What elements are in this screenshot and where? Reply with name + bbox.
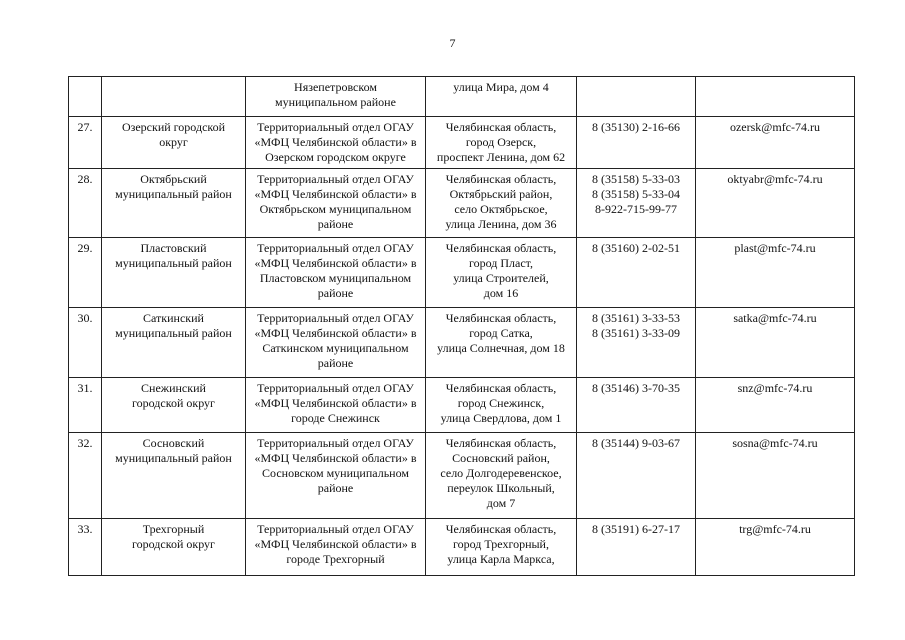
municipality-name: [102, 433, 246, 519]
office-address: [426, 308, 577, 378]
department-name-line: Территориальный отдел ОГАУ: [257, 172, 414, 186]
office-address: [426, 519, 577, 576]
municipality-name: [102, 117, 246, 169]
email-address: [696, 238, 855, 308]
email-address-text: oktyabr@mfc-74.ru: [727, 172, 823, 186]
office-address: [426, 238, 577, 308]
email-address: [696, 308, 855, 378]
municipality-name-line: городской округ: [132, 396, 215, 410]
department-name-line: Нязепетровском: [294, 80, 377, 94]
email-address-text: satka@mfc-74.ru: [733, 311, 817, 325]
municipality-name: [102, 169, 246, 238]
department-name: [246, 117, 426, 169]
office-address-line: улица Солнечная, дом 18: [437, 341, 565, 355]
table-row: [69, 238, 855, 308]
row-number: [69, 238, 102, 308]
email-address-text: plast@mfc-74.ru: [734, 241, 816, 255]
department-name-line: Территориальный отдел ОГАУ: [257, 120, 414, 134]
department-name-line: «МФЦ Челябинской области» в: [254, 187, 417, 201]
office-address-line: Челябинская область,: [445, 381, 557, 395]
department-name-line: районе: [317, 217, 354, 231]
phone-numbers-line: 8 (35191) 6-27-17: [592, 522, 680, 536]
department-name-line: Территориальный отдел ОГАУ: [257, 436, 414, 450]
office-address-line: город Пласт,: [468, 256, 534, 270]
row-number: [69, 378, 102, 433]
department-name-line: районе: [317, 481, 354, 495]
phone-numbers-line: 8 (35161) 3-33-09: [592, 326, 680, 340]
phone-numbers-line: 8 (35158) 5-33-04: [592, 187, 680, 201]
row-number: [69, 77, 102, 117]
email-address: [696, 433, 855, 519]
department-name: [246, 378, 426, 433]
department-name: [246, 77, 426, 117]
office-address-line: улица Ленина, дом 36: [445, 217, 557, 231]
office-address-line: город Снежинск,: [457, 396, 545, 410]
phone-numbers-line: 8 (35160) 2-02-51: [592, 241, 680, 255]
office-address-line: улица Строителей,: [453, 271, 549, 285]
department-name-line: Сосновском муниципальном: [262, 466, 409, 480]
office-address-line: Сосновский район,: [452, 451, 550, 465]
municipality-name: [102, 77, 246, 117]
municipality-name-line: округ: [159, 135, 188, 149]
municipality-name-line: муниципальный район: [115, 256, 232, 270]
office-address-line: город Сатка,: [469, 326, 533, 340]
row-number-text: 31.: [77, 381, 93, 395]
phone-numbers: [577, 169, 696, 238]
department-name-line: районе: [317, 356, 354, 370]
row-number: [69, 433, 102, 519]
mfc-offices-table: [68, 76, 855, 576]
email-address-text: sosna@mfc-74.ru: [732, 436, 818, 450]
table-row: [69, 519, 855, 576]
row-number: [69, 519, 102, 576]
department-name-line: муниципальном районе: [275, 95, 396, 109]
office-address-line: дом 7: [486, 496, 516, 510]
office-address-line: город Трехгорный,: [453, 537, 549, 551]
municipality-name-line: Пластовский: [140, 241, 207, 255]
row-number-text: 33.: [77, 522, 93, 536]
phone-numbers-line: 8-922-715-99-77: [595, 202, 677, 216]
phone-numbers: [577, 433, 696, 519]
email-address-text: ozersk@mfc-74.ru: [729, 120, 821, 134]
email-address-text: snz@mfc-74.ru: [737, 381, 813, 395]
table-row: [69, 378, 855, 433]
department-name: [246, 238, 426, 308]
phone-numbers: [577, 308, 696, 378]
municipality-name: [102, 238, 246, 308]
email-address: [696, 77, 855, 117]
municipality-name-line: Озерский городской: [121, 120, 226, 134]
municipality-name-line: Саткинский: [143, 311, 204, 325]
department-name-line: городе Трехгорный: [286, 552, 385, 566]
department-name-line: Пластовском муниципальном: [259, 271, 412, 285]
table-row: [69, 308, 855, 378]
phone-numbers-line: 8 (35161) 3-33-53: [592, 311, 680, 325]
phone-numbers-line: 8 (35158) 5-33-03: [592, 172, 680, 186]
department-name-line: «МФЦ Челябинской области» в: [254, 537, 417, 551]
office-address-line: улица Карла Маркса,: [447, 552, 555, 566]
email-address: [696, 117, 855, 169]
phone-numbers: [577, 238, 696, 308]
office-address-line: Октябрьский район,: [449, 187, 553, 201]
office-address-line: Челябинская область,: [445, 241, 557, 255]
email-address-text: trg@mfc-74.ru: [739, 522, 811, 536]
department-name-line: Октябрьском муниципальном: [259, 202, 412, 216]
department-name-line: «МФЦ Челябинской области» в: [254, 396, 417, 410]
municipality-name-line: Снежинский: [141, 381, 206, 395]
row-number-text: 28.: [77, 172, 93, 186]
table-row: [69, 169, 855, 238]
department-name-line: «МФЦ Челябинской области» в: [254, 451, 417, 465]
phone-numbers: [577, 117, 696, 169]
office-address: [426, 378, 577, 433]
department-name-line: Территориальный отдел ОГАУ: [257, 241, 414, 255]
phone-numbers: [577, 519, 696, 576]
department-name-line: «МФЦ Челябинской области» в: [254, 326, 417, 340]
table-row: [69, 117, 855, 169]
department-name-line: Озерском городском округе: [265, 150, 406, 164]
municipality-name-line: муниципальный район: [115, 326, 232, 340]
office-address-line: Челябинская область,: [445, 172, 557, 186]
office-address: [426, 117, 577, 169]
office-address-line: Челябинская область,: [445, 436, 557, 450]
department-name-line: «МФЦ Челябинской области» в: [254, 135, 417, 149]
table-row: [69, 433, 855, 519]
office-address-line: Челябинская область,: [445, 311, 557, 325]
department-name-line: городе Снежинск: [291, 411, 380, 425]
department-name-line: районе: [317, 286, 354, 300]
office-address-line: улица Свердлова, дом 1: [440, 411, 562, 425]
department-name-line: Саткинском муниципальном: [262, 341, 409, 355]
office-address-line: село Долгодеревенское,: [440, 466, 562, 480]
email-address: [696, 169, 855, 238]
email-address: [696, 519, 855, 576]
municipality-name-line: городской округ: [132, 537, 215, 551]
municipality-name: [102, 519, 246, 576]
phone-numbers: [577, 77, 696, 117]
office-address-line: дом 16: [483, 286, 519, 300]
row-number: [69, 308, 102, 378]
department-name: [246, 433, 426, 519]
municipality-name-line: Октябрьский: [140, 172, 207, 186]
office-address: [426, 169, 577, 238]
department-name: [246, 519, 426, 576]
row-number: [69, 169, 102, 238]
office-address-line: Челябинская область,: [445, 522, 557, 536]
table-body: [69, 77, 855, 576]
phone-numbers: [577, 378, 696, 433]
email-address: [696, 378, 855, 433]
office-address: [426, 77, 577, 117]
page-number: 7: [449, 36, 456, 50]
department-name: [246, 308, 426, 378]
department-name-line: «МФЦ Челябинской области» в: [254, 256, 417, 270]
municipality-name: [102, 308, 246, 378]
table-row: [69, 77, 855, 117]
row-number-text: 27.: [77, 120, 93, 134]
phone-numbers-line: 8 (35144) 9-03-67: [592, 436, 680, 450]
phone-numbers-line: 8 (35130) 2-16-66: [592, 120, 680, 134]
row-number-text: 30.: [77, 311, 93, 325]
municipality-name-line: Сосновский: [142, 436, 205, 450]
office-address: [426, 433, 577, 519]
office-address-line: проспект Ленина, дом 62: [436, 150, 566, 164]
row-number-text: 32.: [77, 436, 93, 450]
municipality-name-line: муниципальный район: [115, 187, 232, 201]
department-name-line: Территориальный отдел ОГАУ: [257, 381, 414, 395]
municipality-name: [102, 378, 246, 433]
office-address-line: переулок Школьный,: [447, 481, 555, 495]
row-number-text: 29.: [77, 241, 93, 255]
department-name-line: Территориальный отдел ОГАУ: [257, 522, 414, 536]
office-address-line: Челябинская область,: [445, 120, 557, 134]
phone-numbers-line: 8 (35146) 3-70-35: [592, 381, 680, 395]
department-name-line: Территориальный отдел ОГАУ: [257, 311, 414, 325]
office-address-line: село Октябрьское,: [454, 202, 548, 216]
municipality-name-line: Трехгорный: [142, 522, 205, 536]
office-address-line: улица Мира, дом 4: [453, 80, 549, 94]
department-name: [246, 169, 426, 238]
row-number: [69, 117, 102, 169]
office-address-line: город Озерск,: [465, 135, 537, 149]
municipality-name-line: муниципальный район: [115, 451, 232, 465]
